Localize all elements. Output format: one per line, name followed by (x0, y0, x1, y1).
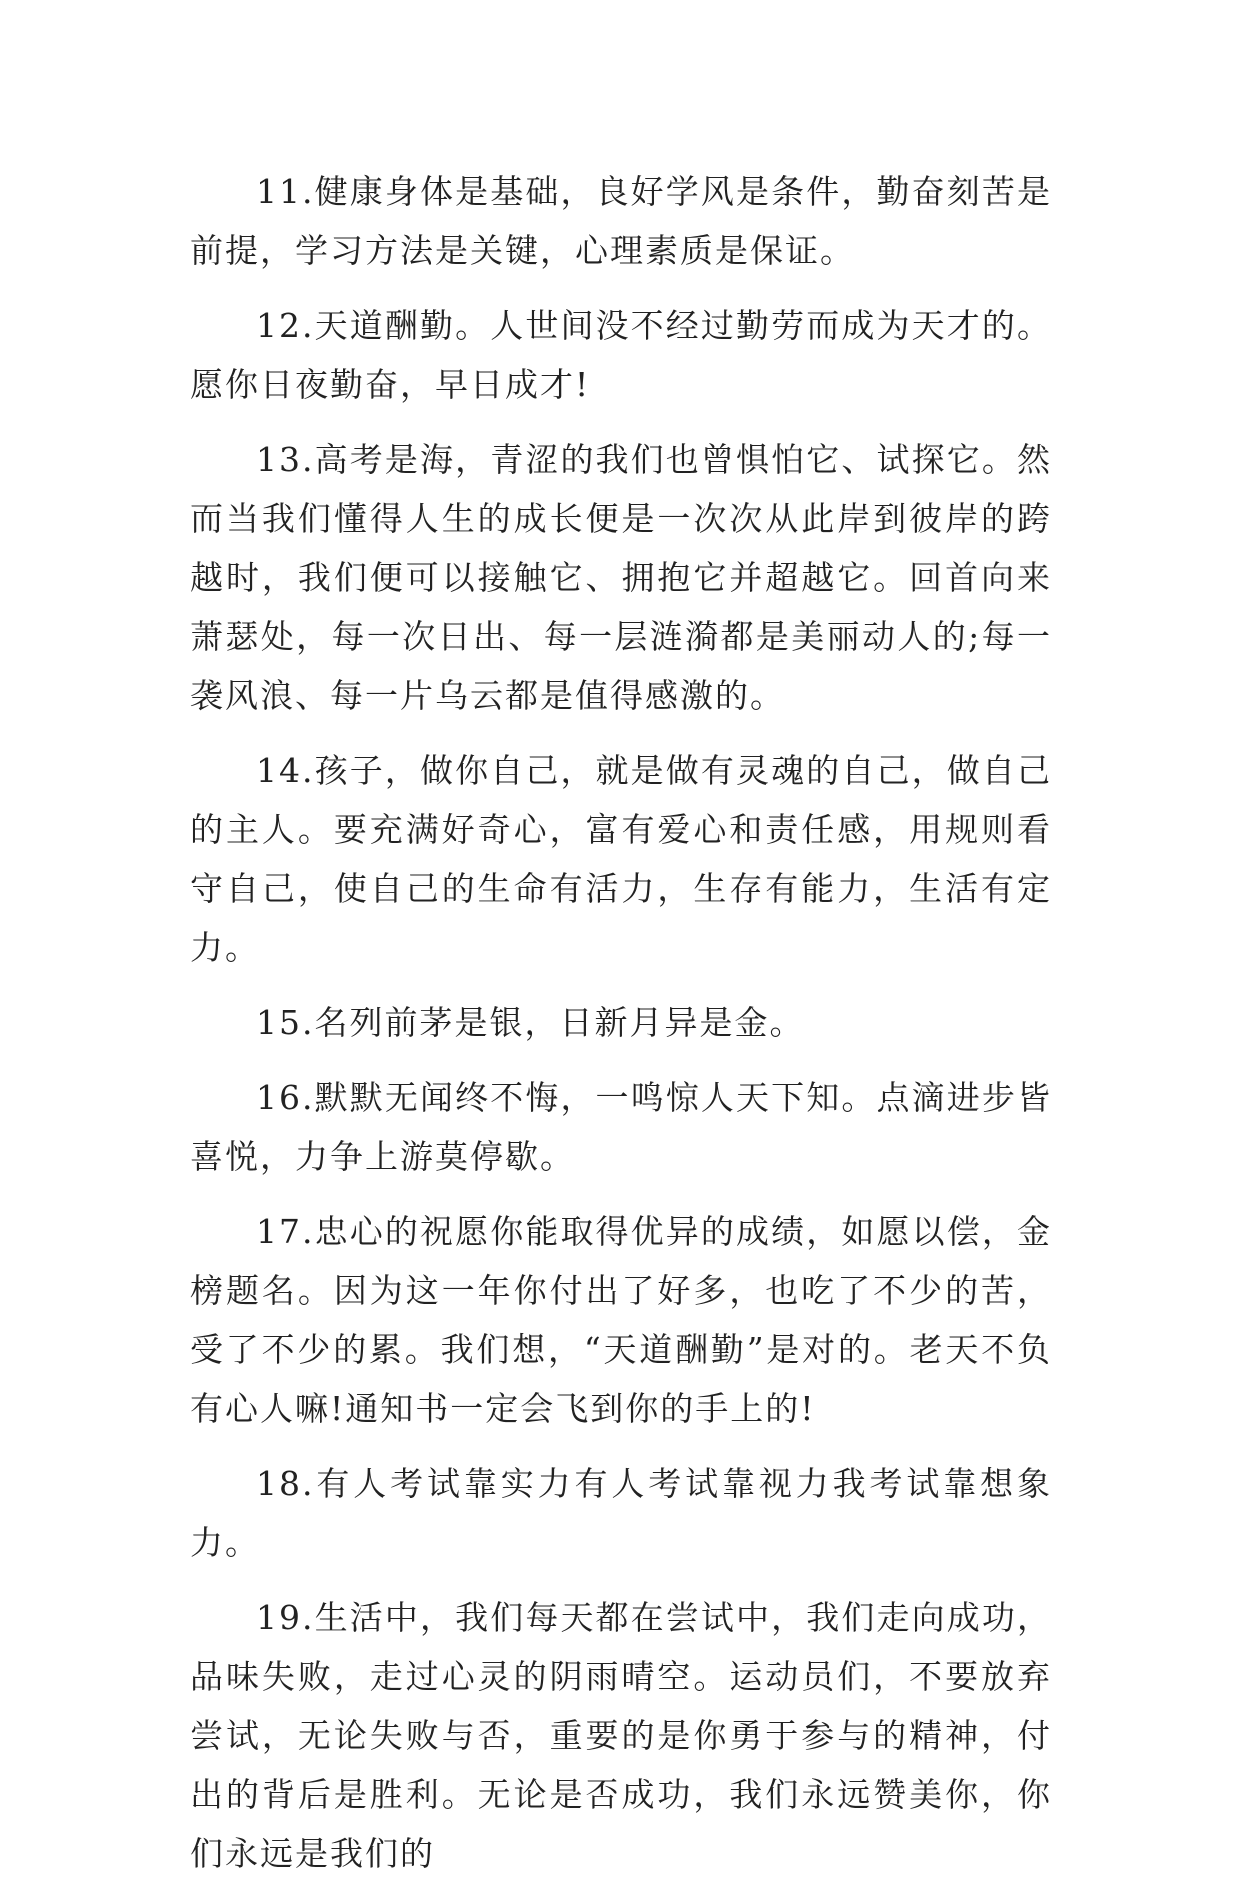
paragraph-11: 11.健康身体是基础，良好学风是条件，勤奋刻苦是前提，学习方法是关键，心理素质是保证。 (190, 172, 1052, 270)
paragraph-17: 17.忠心的祝愿你能取得优异的成绩，如愿以偿，金榜题名。因为这一年你付出了好多，也吃了不少的苦，受了不少的累。我们想，“天道酬勤”是对的。老天不负有心人嘛!通知书一定会飞到你的手上的! (190, 1212, 1052, 1428)
paragraph-14: 14.孩子，做你自己，就是做有灵魂的自己，做自己的主人。要充满好奇心，富有爱心和责任感，用规则看守自己，使自己的生命有活力，生存有能力，生活有定力。 (190, 751, 1052, 967)
paragraph-16: 16.默默无闻终不悔，一鸣惊人天下知。点滴进步皆喜悦，力争上游莫停歇。 (190, 1078, 1052, 1176)
paragraph-15: 15.名列前茅是银，日新月异是金。 (256, 1003, 805, 1042)
paragraph-19: 19.生活中，我们每天都在尝试中，我们走向成功，品味失败，走过心灵的阴雨晴空。运动员们，不要放弃尝试，无论失败与否，重要的是你勇于参与的精神，付出的背后是胜利。无论是否成功，我们永远赞美你，你们永远是我们的 (190, 1598, 1052, 1873)
document-body (190, 162, 1052, 1899)
paragraph-12: 12.天道酬勤。人世间没不经过勤劳而成为天才的。愿你日夜勤奋，早日成才! (190, 306, 1052, 404)
paragraph-13: 13.高考是海，青涩的我们也曾惧怕它、试探它。然而当我们懂得人生的成长便是一次次从此岸到彼岸的跨越时，我们便可以接触它、拥抱它并超越它。回首向来萧瑟处，每一次日出、每一层涟漪都是美丽动人的;每一袭风浪、每一片乌云都是值得感激的。 (190, 440, 1052, 715)
paragraph-18: 18.有人考试靠实力有人考试靠视力我考试靠想象力。 (190, 1464, 1052, 1562)
